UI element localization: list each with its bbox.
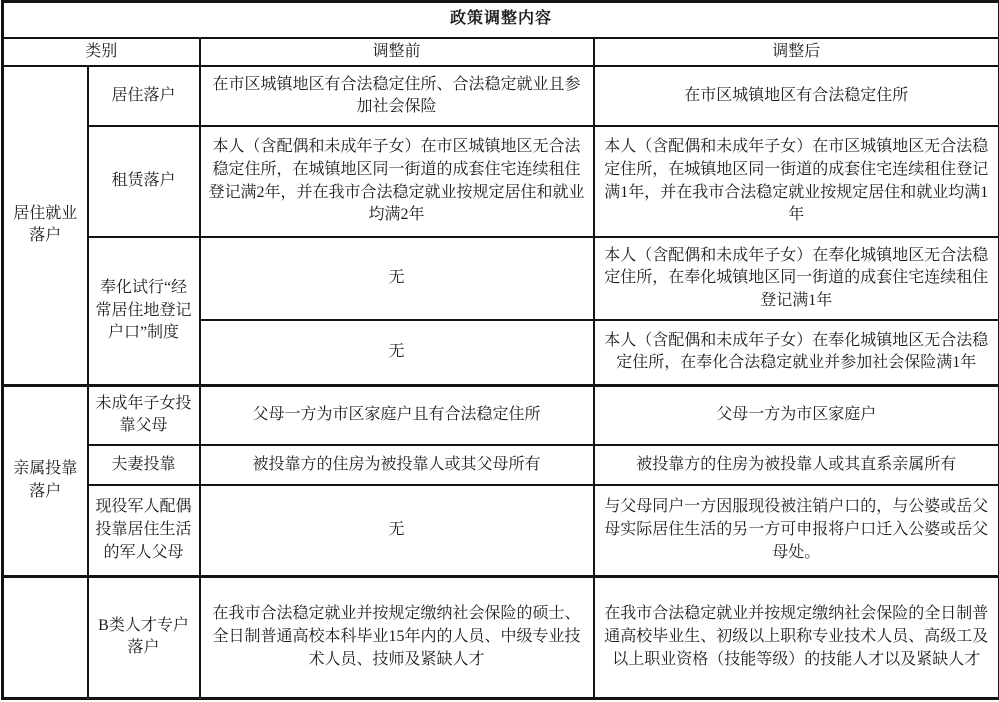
table-title: 政策调整内容: [3, 2, 999, 38]
table-row: [3, 576, 999, 698]
table-row: [3, 485, 999, 576]
row-label: 奉化试行“经常居住地登记户口”制度: [88, 237, 200, 385]
cell-after: 在市区城镇地区有合法稳定住所: [594, 66, 999, 126]
cell-before: 本人（含配偶和未成年子女）在市区城镇地区无合法稳定住所，在城镇地区同一街道的成套住宅连续租住登记满2年，并在我市合法稳定就业按规定居住和就业均满2年: [200, 126, 594, 237]
cell-before: 在市区城镇地区有合法稳定住所、合法稳定就业且参加社会保险: [200, 66, 594, 126]
cell-before: 父母一方为市区家庭户且有合法稳定住所: [200, 385, 594, 445]
cell-after: 与父母同户一方因服现役被注销户口的，与公婆或岳父母实际居住生活的另一方可申报将户口迁入公婆或岳父母处。: [594, 485, 999, 576]
row-label: 居住落户: [88, 66, 200, 126]
cell-after: 本人（含配偶和未成年子女）在市区城镇地区无合法稳定住所，在城镇地区同一街道的成套住宅连续租住登记满1年，并在我市合法稳定就业按规定居住和就业均满1年: [594, 126, 999, 237]
table-row: [3, 237, 999, 320]
header-after: 调整后: [594, 38, 999, 67]
cell-before: 无: [200, 320, 594, 385]
cell-before: 无: [200, 485, 594, 576]
cell-after: 本人（含配偶和未成年子女）在奉化城镇地区无合法稳定住所，在奉化城镇地区同一街道的成套住宅连续租住登记满1年: [594, 237, 999, 320]
cell-after: 在我市合法稳定就业并按规定缴纳社会保险的全日制普通高校毕业生、初级以上职称专业技术人员、高级工及以上职业资格（技能等级）的技能人才以及紧缺人才: [594, 576, 999, 698]
table-row: [3, 126, 999, 237]
header-before: 调整前: [200, 38, 594, 67]
cell-after: 被投靠方的住房为被投靠人或其直系亲属所有: [594, 445, 999, 485]
category-group-empty: [3, 576, 88, 698]
cell-before: 无: [200, 237, 594, 320]
cell-before: 被投靠方的住房为被投靠人或其父母所有: [200, 445, 594, 485]
category-group-residence-employment: 居住就业落户: [3, 66, 88, 385]
cell-after: 本人（含配偶和未成年子女）在奉化城镇地区无合法稳定住所，在奉化合法稳定就业并参加社会保险满1年: [594, 320, 999, 385]
row-label: 现役军人配偶投靠居住生活的军人父母: [88, 485, 200, 576]
cell-after: 父母一方为市区家庭户: [594, 385, 999, 445]
row-label: 夫妻投靠: [88, 445, 200, 485]
policy-adjustment-table: [1, 0, 999, 700]
row-label: B类人才专户落户: [88, 576, 200, 698]
category-group-relative-dependence: 亲属投靠落户: [3, 385, 88, 576]
row-label: 未成年子女投靠父母: [88, 385, 200, 445]
row-label: 租赁落户: [88, 126, 200, 237]
table-row: [3, 385, 999, 445]
header-category: 类别: [3, 38, 200, 67]
cell-before: 在我市合法稳定就业并按规定缴纳社会保险的硕士、全日制普通高校本科毕业15年内的人员、中级专业技术人员、技师及紧缺人才: [200, 576, 594, 698]
table-row: [3, 445, 999, 485]
table-row: [3, 66, 999, 126]
